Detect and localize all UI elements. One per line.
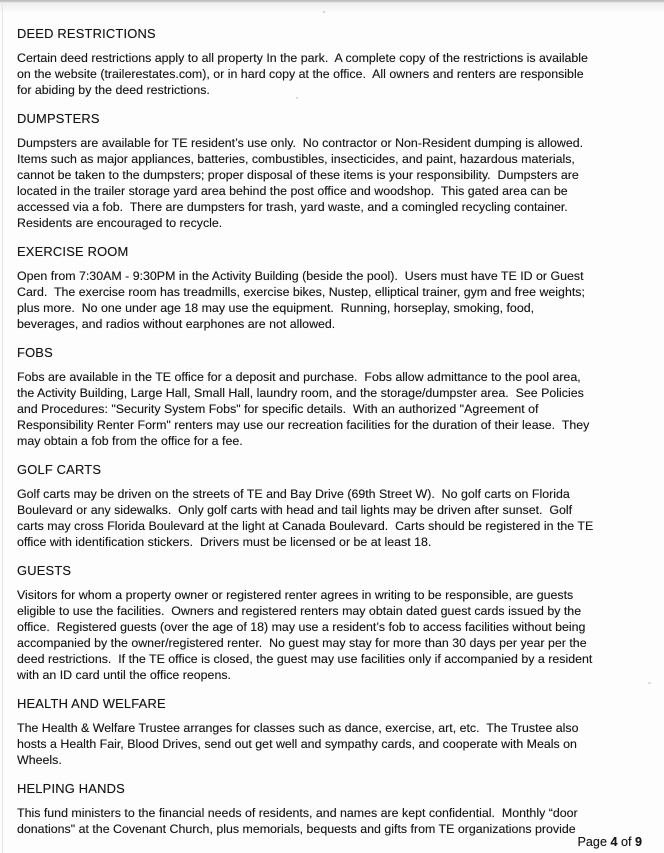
paragraph-line: Boulevard or any sidewalks. Only golf carts with head and tail lights may be driven after sunset. Golf bbox=[17, 503, 573, 517]
paragraph-line: Visitors for whom a property owner or registered renter agrees in writing to be responsible, are guests bbox=[17, 588, 574, 602]
document-section bbox=[17, 696, 657, 768]
paragraph-line: beverages, and radios without earphones are not allowed. bbox=[17, 317, 336, 331]
paragraph-line: Golf carts may be driven on the streets of TE and Bay Drive (69th Street W). No golf carts on Florida bbox=[17, 487, 570, 501]
paragraph-line: on the website (trailerestates.com), or in hard copy at the office. All owners and renters are responsible bbox=[17, 67, 584, 81]
section-paragraph bbox=[17, 805, 657, 837]
section-heading: DUMPSTERS bbox=[17, 111, 100, 126]
document-section bbox=[17, 345, 657, 449]
paragraph-line: Residents are encouraged to recycle. bbox=[17, 216, 223, 230]
section-heading: DEED RESTRICTIONS bbox=[17, 26, 156, 41]
paragraph-line: carts may cross Florida Boulevard at the light at Canada Boulevard. Carts should be registered in the TE bbox=[17, 519, 594, 533]
paragraph-line: deed restrictions. If the TE office is closed, the guest may use facilities only if accompanied by a resident bbox=[17, 652, 593, 666]
document-section bbox=[17, 781, 657, 837]
document-section bbox=[17, 111, 657, 231]
paragraph-line: the Activity Building, Large Hall, Small Hall, laundry room, and the storage/dumpster area. See Policies bbox=[17, 386, 584, 400]
paragraph-line: located in the trailer storage yard area behind the post office and woodshop. This gated area can be bbox=[17, 184, 568, 198]
section-paragraph bbox=[17, 486, 657, 550]
page-footer-of-label: of bbox=[620, 835, 632, 849]
document-section bbox=[17, 244, 657, 332]
scan-top-fade-artifact bbox=[0, 3, 664, 13]
page-number-current: 4 bbox=[610, 835, 618, 849]
document-section bbox=[17, 563, 657, 683]
scan-left-edge-artifact bbox=[2, 4, 3, 853]
paragraph-line: for abiding by the deed restrictions. bbox=[17, 83, 210, 97]
paragraph-line: hosts a Health Fair, Blood Drives, send out get well and sympathy cards, and cooperate with Meals on bbox=[17, 737, 577, 751]
section-heading: HEALTH AND WELFARE bbox=[17, 696, 166, 711]
paragraph-line: may obtain a fob from the office for a fee. bbox=[17, 434, 243, 448]
paragraph-line: Responsibility Renter Form" renters may use our recreation facilities for the duration of their lease. They bbox=[17, 418, 590, 432]
section-paragraph bbox=[17, 369, 657, 449]
paragraph-line: with an ID card until the office reopens. bbox=[17, 668, 231, 682]
section-heading: EXERCISE ROOM bbox=[17, 244, 129, 259]
section-heading: GUESTS bbox=[17, 563, 72, 578]
section-paragraph bbox=[17, 135, 657, 231]
document-content bbox=[17, 26, 657, 850]
paragraph-line: The Health & Welfare Trustee arranges for classes such as dance, exercise, art, etc. The Trustee also bbox=[17, 721, 579, 735]
paragraph-line: office with identification stickers. Drivers must be licensed or be at least 18. bbox=[17, 535, 432, 549]
section-heading: GOLF CARTS bbox=[17, 462, 102, 477]
paragraph-line: accompanied by the owner/registered renter. No guest may stay for more than 30 days per year per the bbox=[17, 636, 587, 650]
document-section bbox=[17, 26, 657, 98]
paragraph-line: Certain deed restrictions apply to all property In the park. A complete copy of the restrictions is available bbox=[17, 51, 588, 65]
paragraph-line: plus more. No one under age 18 may use the equipment. Running, horseplay, smoking, food, bbox=[17, 301, 535, 315]
paragraph-line: This fund ministers to the financial needs of residents, and names are kept confidential. Monthly “door bbox=[17, 806, 578, 820]
paragraph-line: cannot be taken to the dumpsters; proper disposal of these items is your responsibility. Dumpsters are bbox=[17, 168, 579, 182]
paragraph-line: Dumpsters are available for TE resident’s use only. No contractor or Non-Resident dumping is allowed. bbox=[17, 136, 584, 150]
section-paragraph bbox=[17, 50, 657, 98]
paragraph-line: eligible to use the facilities. Owners and registered renters may obtain dated guest cards issued by the bbox=[17, 604, 582, 618]
section-heading: FOBS bbox=[17, 345, 53, 360]
section-paragraph bbox=[17, 268, 657, 332]
paragraph-line: Open from 7:30AM - 9:30PM in the Activity Building (beside the pool). Users must have TE ID or Guest bbox=[17, 269, 584, 283]
section-paragraph bbox=[17, 720, 657, 768]
page-footer bbox=[578, 834, 642, 850]
paragraph-line: Card. The exercise room has treadmills, exercise bikes, Nustep, elliptical trainer, gym and free weights; bbox=[17, 285, 585, 299]
paragraph-line: accessed via a fob. There are dumpsters for trash, yard waste, and a comingled recycling container. bbox=[17, 200, 568, 214]
paragraph-line: Items such as major appliances, batteries, combustibles, insecticides, and paint, hazardous materials, bbox=[17, 152, 575, 166]
page-footer-label: Page bbox=[577, 835, 607, 849]
page-number-total: 9 bbox=[634, 835, 642, 849]
paragraph-line: and Procedures: "Security System Fobs" for specific details. With an authorized "Agreement of bbox=[17, 402, 539, 416]
document-section bbox=[17, 462, 657, 550]
section-heading: HELPING HANDS bbox=[17, 781, 125, 796]
paragraph-line: donations" at the Covenant Church, plus memorials, bequests and gifts from TE organizations provide bbox=[17, 822, 576, 836]
scan-speck bbox=[323, 11, 325, 13]
paragraph-line: office. Registered guests (over the age of 18) may use a resident’s fob to access facilities without being bbox=[17, 620, 586, 634]
paragraph-line: Fobs are available in the TE office for a deposit and purchase. Fobs allow admittance to the pool area, bbox=[17, 370, 581, 384]
paragraph-line: Wheels. bbox=[17, 753, 62, 767]
section-paragraph bbox=[17, 587, 657, 683]
